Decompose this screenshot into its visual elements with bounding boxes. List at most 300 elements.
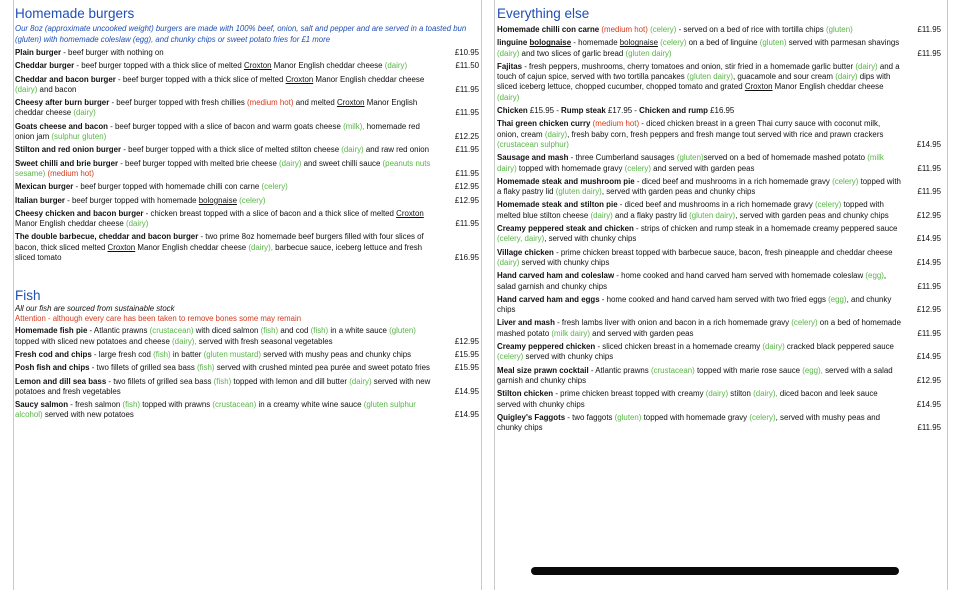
allergen-tag: (dairy): [544, 129, 568, 139]
allergen-tag: (milk dairy): [497, 153, 884, 173]
menu-item-price: £14.95: [454, 410, 479, 420]
allergen-tag: (crustacean): [149, 326, 194, 336]
menu-item-price: £11.95: [917, 328, 941, 338]
dish-name: Stilton and red onion burger: [15, 145, 122, 155]
dish-name: Village chicken: [497, 247, 554, 257]
dish-text: - two fillets of grilled sea bass: [106, 376, 214, 386]
menu-item-price: £14.95: [916, 257, 941, 267]
dish-text: bolognaise: [198, 195, 237, 205]
menu-item: [15, 48, 479, 58]
allergen-tag: (egg): [828, 294, 847, 304]
dish-text: - Atlantic prawns: [588, 365, 651, 375]
allergen-tag: (dairy): [279, 158, 302, 168]
dish-name: Hand carved ham and eggs: [497, 294, 600, 304]
dish-text: - large fresh cod: [91, 349, 154, 359]
dish-text: - served on a bed of rice with tortilla chips: [676, 25, 826, 34]
dish-name: Posh fish and chips: [15, 363, 90, 373]
dish-text: barbecue sauce, iceberg lettuce and fresh sliced tomato: [15, 242, 423, 263]
dish-name: Stilton chicken: [497, 389, 554, 399]
menu-item: [15, 377, 479, 398]
menu-item: [15, 350, 479, 360]
menu-item-price: £11.50: [455, 61, 479, 71]
dish-text: served with a salad garnish and chunky chips: [497, 365, 893, 385]
heat-tag: (medium hot): [592, 119, 640, 129]
dish-text: served with crushed minted pea purée and sweet potato fries: [214, 363, 430, 373]
dish-text: Croxton: [744, 82, 773, 92]
dish-text: - beef burger topped with a thick slice of melted: [74, 61, 244, 71]
allergen-tag: (fish): [310, 326, 329, 336]
dish-text: , served with garden peas and chunky chips: [601, 187, 756, 197]
allergen-tag: (dairy),: [172, 336, 197, 346]
dish-name: Cheddar burger: [15, 61, 75, 71]
dish-name: Mexican burger: [15, 182, 74, 192]
dish-text: in a creamy white wine sauce: [256, 400, 364, 410]
allergen-tag: (gluten mustard): [203, 349, 262, 359]
menu-item: [15, 209, 479, 230]
dish-text: topped with marie rose sauce: [694, 365, 803, 375]
allergen-tag: (peanuts nuts sesame): [15, 158, 431, 178]
menu-item: [497, 119, 941, 150]
allergen-tag: (dairy): [341, 145, 364, 155]
menu-item: [497, 248, 941, 269]
dish-text: with diced salmon: [193, 326, 261, 336]
menu-item-description: [15, 48, 164, 57]
allergen-tag: (dairy): [590, 210, 613, 220]
everything-else-heading: Everything else: [497, 6, 590, 21]
menu-item-price: £15.95: [454, 363, 479, 373]
allergen-tag: (fish): [260, 326, 279, 336]
dish-text: and sweet chilli sauce: [301, 158, 383, 168]
allergen-tag: (gluten dairy): [625, 48, 672, 58]
page-divider: [481, 0, 482, 590]
dish-text: Manor English cheddar cheese: [271, 61, 385, 71]
dish-name: Saucy salmon: [15, 400, 69, 410]
dish-text: - diced chicken breast in a green Thai curry sauce with coconut milk, onion, cream: [497, 119, 881, 139]
menu-item-description: [15, 400, 416, 419]
dish-text: - beef burger topped with melted brie cheese: [118, 158, 280, 168]
dish-name: Chicken: [497, 106, 528, 116]
menu-item-description: [497, 224, 897, 243]
menu-item: [497, 25, 941, 35]
menu-item: [15, 326, 479, 347]
allergen-tag: (dairy): [705, 389, 729, 399]
menu-item-price: £14.95: [916, 399, 941, 409]
dish-text: bolognaise: [619, 38, 658, 48]
menu-item-price: £12.95: [916, 305, 941, 315]
allergen-tag: (gluten dairy): [555, 187, 602, 197]
allergen-tag: (celery): [791, 318, 818, 328]
dish-name: Italian burger: [15, 195, 65, 205]
menu-item-description: [497, 62, 900, 102]
allergen-tag: (crustacean sulphur): [497, 139, 569, 149]
menu-item-description: [497, 366, 893, 385]
dish-text: served with chunky chips: [523, 352, 614, 362]
dish-name: Creamy peppered chicken: [497, 342, 596, 352]
allergen-tag: (dairy): [15, 84, 38, 94]
menu-item: [497, 106, 941, 116]
dish-text: - home cooked and hand carved ham served with two fried eggs: [599, 294, 829, 304]
allergen-tag: (celery): [749, 412, 776, 422]
dish-name: The double barbecue, cheddar and bacon burger: [15, 232, 199, 242]
menu-item-price: £11.95: [917, 25, 941, 34]
allergen-tag: (egg): [865, 271, 884, 281]
menu-item-price: £11.95: [917, 187, 941, 197]
allergen-tag: (dairy): [384, 61, 408, 71]
dish-text: Croxton: [107, 242, 136, 252]
dish-text: - fresh lambs liver with onion and bacon in a rich homemade gravy: [554, 318, 792, 328]
allergen-tag: (gluten): [759, 38, 787, 48]
menu-item-price: £10.95: [454, 48, 479, 57]
heat-tag: (medium hot): [601, 25, 648, 34]
burger-item-list: [15, 48, 479, 263]
menu-item-description: [15, 145, 429, 154]
dish-text: , guacamole and sour cream: [732, 72, 836, 82]
horizontal-scrollbar[interactable]: [531, 567, 899, 575]
dish-name: bolognaise: [529, 38, 572, 48]
dish-name: Sweet chilli and brie burger: [15, 158, 119, 168]
dish-name: Homemade steak and stilton pie: [497, 200, 618, 210]
dish-text: topped with homemade gravy: [516, 163, 625, 173]
menu-page-right: [495, 0, 947, 590]
menu-item-price: £11.95: [917, 281, 941, 291]
allergen-tag: (sulphur gluten): [51, 132, 107, 142]
allergen-tag: (celery): [832, 176, 859, 186]
dish-text: - beef burger topped with homemade chilli con carne: [73, 182, 262, 192]
menu-item-description: [497, 153, 884, 172]
dish-text: - two fillets of grilled sea bass: [89, 363, 197, 373]
heat-tag: (medium hot): [247, 98, 294, 108]
menu-item-description: [15, 122, 420, 141]
allergen-tag: (dairy): [497, 257, 520, 267]
menu-item-description: [497, 177, 901, 196]
menu-item: [497, 200, 941, 221]
menu-item-description: [15, 75, 424, 94]
dish-name: Meal size prawn cocktail: [497, 365, 589, 375]
dish-text: £17.95 -: [605, 106, 640, 116]
menu-item-description: [15, 61, 407, 70]
allergen-tag: (celery): [624, 163, 651, 173]
dish-text: - fresh salmon: [68, 400, 123, 410]
menu-item-price: £12.95: [454, 336, 479, 346]
dish-text: Manor English cheddar cheese: [15, 98, 418, 118]
dish-text: £16.95: [707, 106, 735, 116]
dish-text: and served with garden peas: [589, 328, 694, 338]
dish-text: Manor English cheddar cheese: [313, 74, 425, 84]
allergen-tag: (dairy): [497, 92, 520, 102]
menu-item: [15, 400, 479, 421]
allergen-tag: (dairy): [835, 72, 858, 82]
menu-page-left: [13, 0, 481, 590]
dish-text: - homemade: [571, 38, 620, 48]
allergen-tag: (dairy),: [248, 242, 273, 252]
dish-text: - two faggots: [565, 412, 615, 422]
dish-text: topped with homemade gravy: [641, 412, 750, 422]
allergen-tag: (celery, dairy): [497, 234, 545, 244]
allergen-tag: (gluten): [825, 25, 853, 34]
dish-text: , fresh baby corn, fresh peppers and fresh mange tout served with rice and prawn crackers: [567, 129, 884, 139]
dish-text: topped with sliced new potatoes and cheese: [15, 336, 173, 346]
allergen-tag: (milk dairy): [551, 328, 590, 338]
menu-item-description: [497, 295, 891, 314]
menu-item-description: [497, 200, 889, 219]
menu-item-price: £16.95: [454, 253, 479, 263]
dish-text: Manor English cheddar cheese: [135, 242, 249, 252]
dish-text: - beef burger topped with fresh chillies: [109, 98, 248, 108]
dish-text: , salad garnish and chunky chips: [497, 271, 887, 291]
menu-item: [497, 366, 941, 387]
dish-name: Sausage and mash: [497, 153, 569, 163]
dish-text: on a bed of homemade mashed potato: [497, 318, 901, 338]
dish-text: topped with prawns: [140, 400, 213, 410]
dish-text: Manor English cheddar cheese: [15, 219, 126, 229]
dish-text: - two prime 8oz homemade beef burgers filled with four slices of bacon, thick sliced melted: [15, 232, 424, 252]
menu-item-price: £11.95: [917, 163, 941, 173]
dish-name: Fresh cod and chips: [15, 349, 92, 359]
dish-text: - prime chicken breast topped with barbecue sauce, bacon, fresh pineapple and cheddar cheese: [553, 247, 893, 257]
dish-name: Homemade steak and mushroom pie: [497, 176, 635, 186]
allergen-tag: (dairy): [125, 219, 149, 229]
menu-item-price: £14.95: [454, 386, 479, 396]
menu-item-description: [497, 106, 734, 115]
menu-item-description: [497, 38, 899, 57]
dish-name: Lemon and dill sea bass: [15, 376, 107, 386]
dish-name: Chicken and rump: [639, 106, 708, 116]
allergen-tag: (gluten dairy): [686, 72, 733, 82]
menu-item-description: [497, 413, 880, 432]
dish-text: and two slices of garlic bread: [519, 48, 626, 58]
allergen-tag: (gluten): [389, 326, 416, 336]
menu-item: [497, 38, 941, 59]
allergen-tag: (celery): [650, 25, 677, 34]
dish-text: , and chunky chips: [497, 294, 892, 315]
dish-name: Fajitas: [497, 61, 522, 71]
dish-text: - beef burger topped with a slice of bacon and warm goats cheese: [107, 121, 344, 131]
dish-text: homemade red onion jam: [15, 121, 420, 142]
dish-text: and a touch of cajun spice, served with two tortilla pancakes: [497, 61, 900, 82]
fish-item-list: [15, 326, 479, 420]
dish-text: served with new potatoes and fresh vegetables: [15, 376, 431, 396]
dish-text: served with fresh seasonal vegetables: [196, 336, 333, 346]
menu-item-price: £12.95: [916, 210, 941, 220]
menu-item: [497, 389, 941, 410]
allergen-tag: (gluten): [676, 153, 704, 163]
menu-item: [15, 363, 479, 373]
dish-name: Cheesy after burn burger: [15, 98, 110, 108]
dish-text: , served with garden peas and chunky chips: [735, 210, 889, 220]
dish-text: £15.95 -: [527, 106, 562, 116]
menu-item: [15, 196, 479, 206]
fish-heading: Fish: [15, 288, 41, 304]
dish-name: Cheddar and bacon burger: [15, 74, 116, 84]
menu-item-price: £11.95: [455, 168, 479, 178]
menu-item-price: £14.95: [916, 139, 941, 149]
menu-item: [15, 145, 479, 155]
allergen-tag: (celery): [239, 195, 266, 205]
allergen-tag: (crustacean): [212, 400, 257, 410]
menu-item-price: £11.95: [917, 48, 941, 58]
menu-item-description: [497, 318, 901, 337]
menu-item-price: £12.25: [454, 132, 479, 142]
allergen-tag: (dairy): [497, 48, 520, 58]
dish-text: Croxton: [285, 74, 314, 84]
menu-item: [497, 224, 941, 245]
dish-name: Goats cheese and bacon: [15, 121, 108, 131]
allergen-tag: (dairy): [855, 61, 878, 71]
menu-item-price: £12.95: [454, 182, 479, 192]
dish-text: served with chunky chips: [519, 257, 610, 267]
menu-item-description: [497, 271, 886, 290]
menu-item-description: [15, 209, 424, 228]
menu-item-price: £11.95: [455, 84, 479, 94]
dish-text: and served with garden peas: [650, 163, 755, 173]
everything-else-item-list: [497, 25, 941, 433]
allergen-tag: (fish): [153, 349, 171, 359]
dish-text: and cod: [278, 326, 311, 336]
menu-item-price: £15.95: [454, 349, 479, 359]
allergen-tag: (celery): [814, 200, 842, 210]
menu-item-price: £11.95: [455, 145, 479, 155]
menu-item-description: [15, 377, 430, 396]
menu-item-description: [15, 363, 430, 372]
dish-text: Croxton: [336, 98, 365, 108]
menu-item: [497, 153, 941, 174]
menu-item-description: [15, 232, 424, 262]
allergen-tag: (dairy): [349, 376, 372, 386]
menu-item-description: [497, 119, 883, 149]
dish-text: - sliced chicken breast in a homemade creamy: [595, 342, 763, 352]
right-page-end: [947, 0, 948, 590]
menu-item-description: [15, 350, 411, 359]
allergen-tag: (dairy),: [753, 389, 778, 399]
allergen-tag: (celery): [660, 38, 687, 48]
dish-text: cracked black peppered sauce: [784, 342, 894, 352]
dish-name: Quigley's Faggots: [497, 412, 566, 422]
allergen-tag: (celery): [261, 182, 288, 192]
dish-name: Cheesy chicken and bacon burger: [15, 208, 144, 218]
heat-tag: (medium hot): [47, 168, 94, 178]
dish-text: topped with a flaky pastry lid: [497, 176, 901, 197]
dish-name: Liver and mash: [497, 318, 555, 328]
menu-item-description: [15, 98, 417, 117]
dish-text: - home cooked and hand carved ham served with homemade coleslaw: [614, 271, 866, 281]
menu-item: [497, 177, 941, 198]
menu-item-description: [497, 342, 894, 361]
dish-name: Homemade chilli con carne: [497, 25, 600, 34]
allergen-tag: (fish): [122, 400, 141, 410]
menu-item-price: £14.95: [916, 234, 941, 244]
dish-text: , served with chunky chips: [544, 234, 637, 244]
dish-text: served with mushy peas and chunky chips: [261, 349, 412, 359]
dish-text: - chicken breast topped with a slice of bacon and a thick slice of melted: [143, 208, 397, 218]
allergen-tag: (dairy): [762, 342, 785, 352]
menu-item: [497, 413, 941, 434]
allergen-tag: (celery): [497, 352, 524, 362]
dish-text: Croxton: [396, 208, 424, 218]
menu-item-description: [497, 389, 878, 408]
burgers-intro: Our 8oz (approximate uncooked weight) burgers are made with 100% beef, onion, salt and pepper and are served in a toasted bun (gluten) with homemade coleslaw (egg), and chunky chips or sweet potato fries for £1 more: [15, 24, 467, 44]
dish-text: - Atlantic prawns: [87, 326, 150, 336]
dish-text: and melted: [293, 98, 337, 108]
allergen-tag: (gluten): [614, 412, 642, 422]
menu-item-description: [497, 25, 853, 34]
dish-name: Rump steak: [561, 106, 606, 116]
allergen-tag: (gluten dairy): [689, 210, 736, 220]
dish-text: stilton: [728, 389, 754, 399]
menu-item-description: [15, 196, 265, 205]
dish-name: Thai green chicken curry: [497, 119, 591, 129]
dish-text: on a bed of linguine: [686, 38, 760, 48]
menu-item-price: £14.95: [916, 352, 941, 362]
dish-name: Creamy peppered steak and chicken: [497, 224, 634, 234]
menu-item: [497, 318, 941, 339]
dish-name: linguine: [497, 38, 530, 48]
menu-item-price: £11.95: [917, 423, 941, 433]
dish-text: - fresh peppers, mushrooms, cherry tomatoes and onion, stir fried in a homemade garlic butter: [522, 61, 856, 71]
dish-name: Homemade fish pie: [15, 326, 88, 336]
dish-text: in a white sauce: [328, 326, 390, 336]
dish-text: - three Cumberland sausages: [568, 153, 677, 163]
dish-name: Hand carved ham and coleslaw: [497, 271, 615, 281]
dish-text: topped with melted blue stilton cheese: [497, 200, 884, 220]
dish-text: - diced beef and mushrooms in a rich homemade gravy: [634, 176, 833, 186]
menu-item: [15, 232, 479, 263]
dish-text: in batter: [170, 349, 204, 359]
dish-text: - beef burger topped with a thick slice of melted stilton cheese: [121, 145, 342, 155]
menu-item-price: £12.95: [454, 195, 479, 205]
menu-item-price: £12.95: [916, 375, 941, 385]
dish-text: served with parmesan shavings: [786, 38, 900, 48]
menu-item: [15, 61, 479, 71]
menu-item: [15, 159, 479, 180]
menu-item: [497, 295, 941, 316]
dish-text: - diced beef and mushrooms in a rich homemade gravy: [617, 200, 815, 210]
dish-text: - beef burger topped with a thick slice of melted: [115, 74, 286, 84]
menu-item: [15, 98, 479, 119]
burgers-heading: Homemade burgers: [15, 6, 135, 21]
dish-text: , served with mushy peas and chunky chips: [497, 412, 881, 433]
allergen-tag: (fish): [197, 363, 215, 373]
dish-text: dips with sliced iceberg lettuce, chopped cucumber, chopped tomato and grated: [497, 72, 891, 92]
dish-text: - strips of chicken and rump steak in a homemade creamy peppered sauce: [633, 224, 898, 234]
menu-item: [497, 271, 941, 292]
fish-bones-warning: Attention - although every care has been taken to remove bones some may remain: [15, 314, 302, 324]
dish-text: topped with lemon and dill butter: [231, 376, 350, 386]
dish-text: and raw red onion: [363, 145, 430, 155]
dish-text: served on a bed of homemade mashed potato: [703, 153, 868, 163]
dish-text: served with new potatoes: [42, 410, 134, 420]
fish-sourcing-note: All our fish are sourced from sustainable stock: [15, 304, 175, 314]
dish-text: - beef burger topped with homemade: [64, 195, 199, 205]
dish-text: and a flaky pastry lid: [612, 210, 690, 220]
menu-item-description: [15, 182, 288, 191]
allergen-tag: (fish): [213, 376, 232, 386]
dish-text: and bacon: [37, 84, 77, 94]
menu-item: [15, 182, 479, 192]
menu-item: [15, 122, 479, 143]
menu-item-description: [15, 326, 416, 345]
dish-text: - beef burger with nothing on: [61, 48, 164, 57]
allergen-tag: (crustacean): [650, 365, 695, 375]
allergen-tag: (dairy): [73, 108, 96, 118]
dish-text: Croxton: [243, 61, 272, 71]
allergen-tag: (milk),: [343, 121, 365, 131]
menu-item-price: £11.95: [455, 108, 479, 118]
menu-item-description: [497, 248, 893, 267]
dish-name: Plain burger: [15, 48, 62, 57]
allergen-tag: (gluten sulphur alcohol): [15, 400, 416, 420]
dish-text: diced bacon and leek sauce served with chunky chips: [497, 389, 878, 409]
allergen-tag: (egg),: [802, 365, 823, 375]
